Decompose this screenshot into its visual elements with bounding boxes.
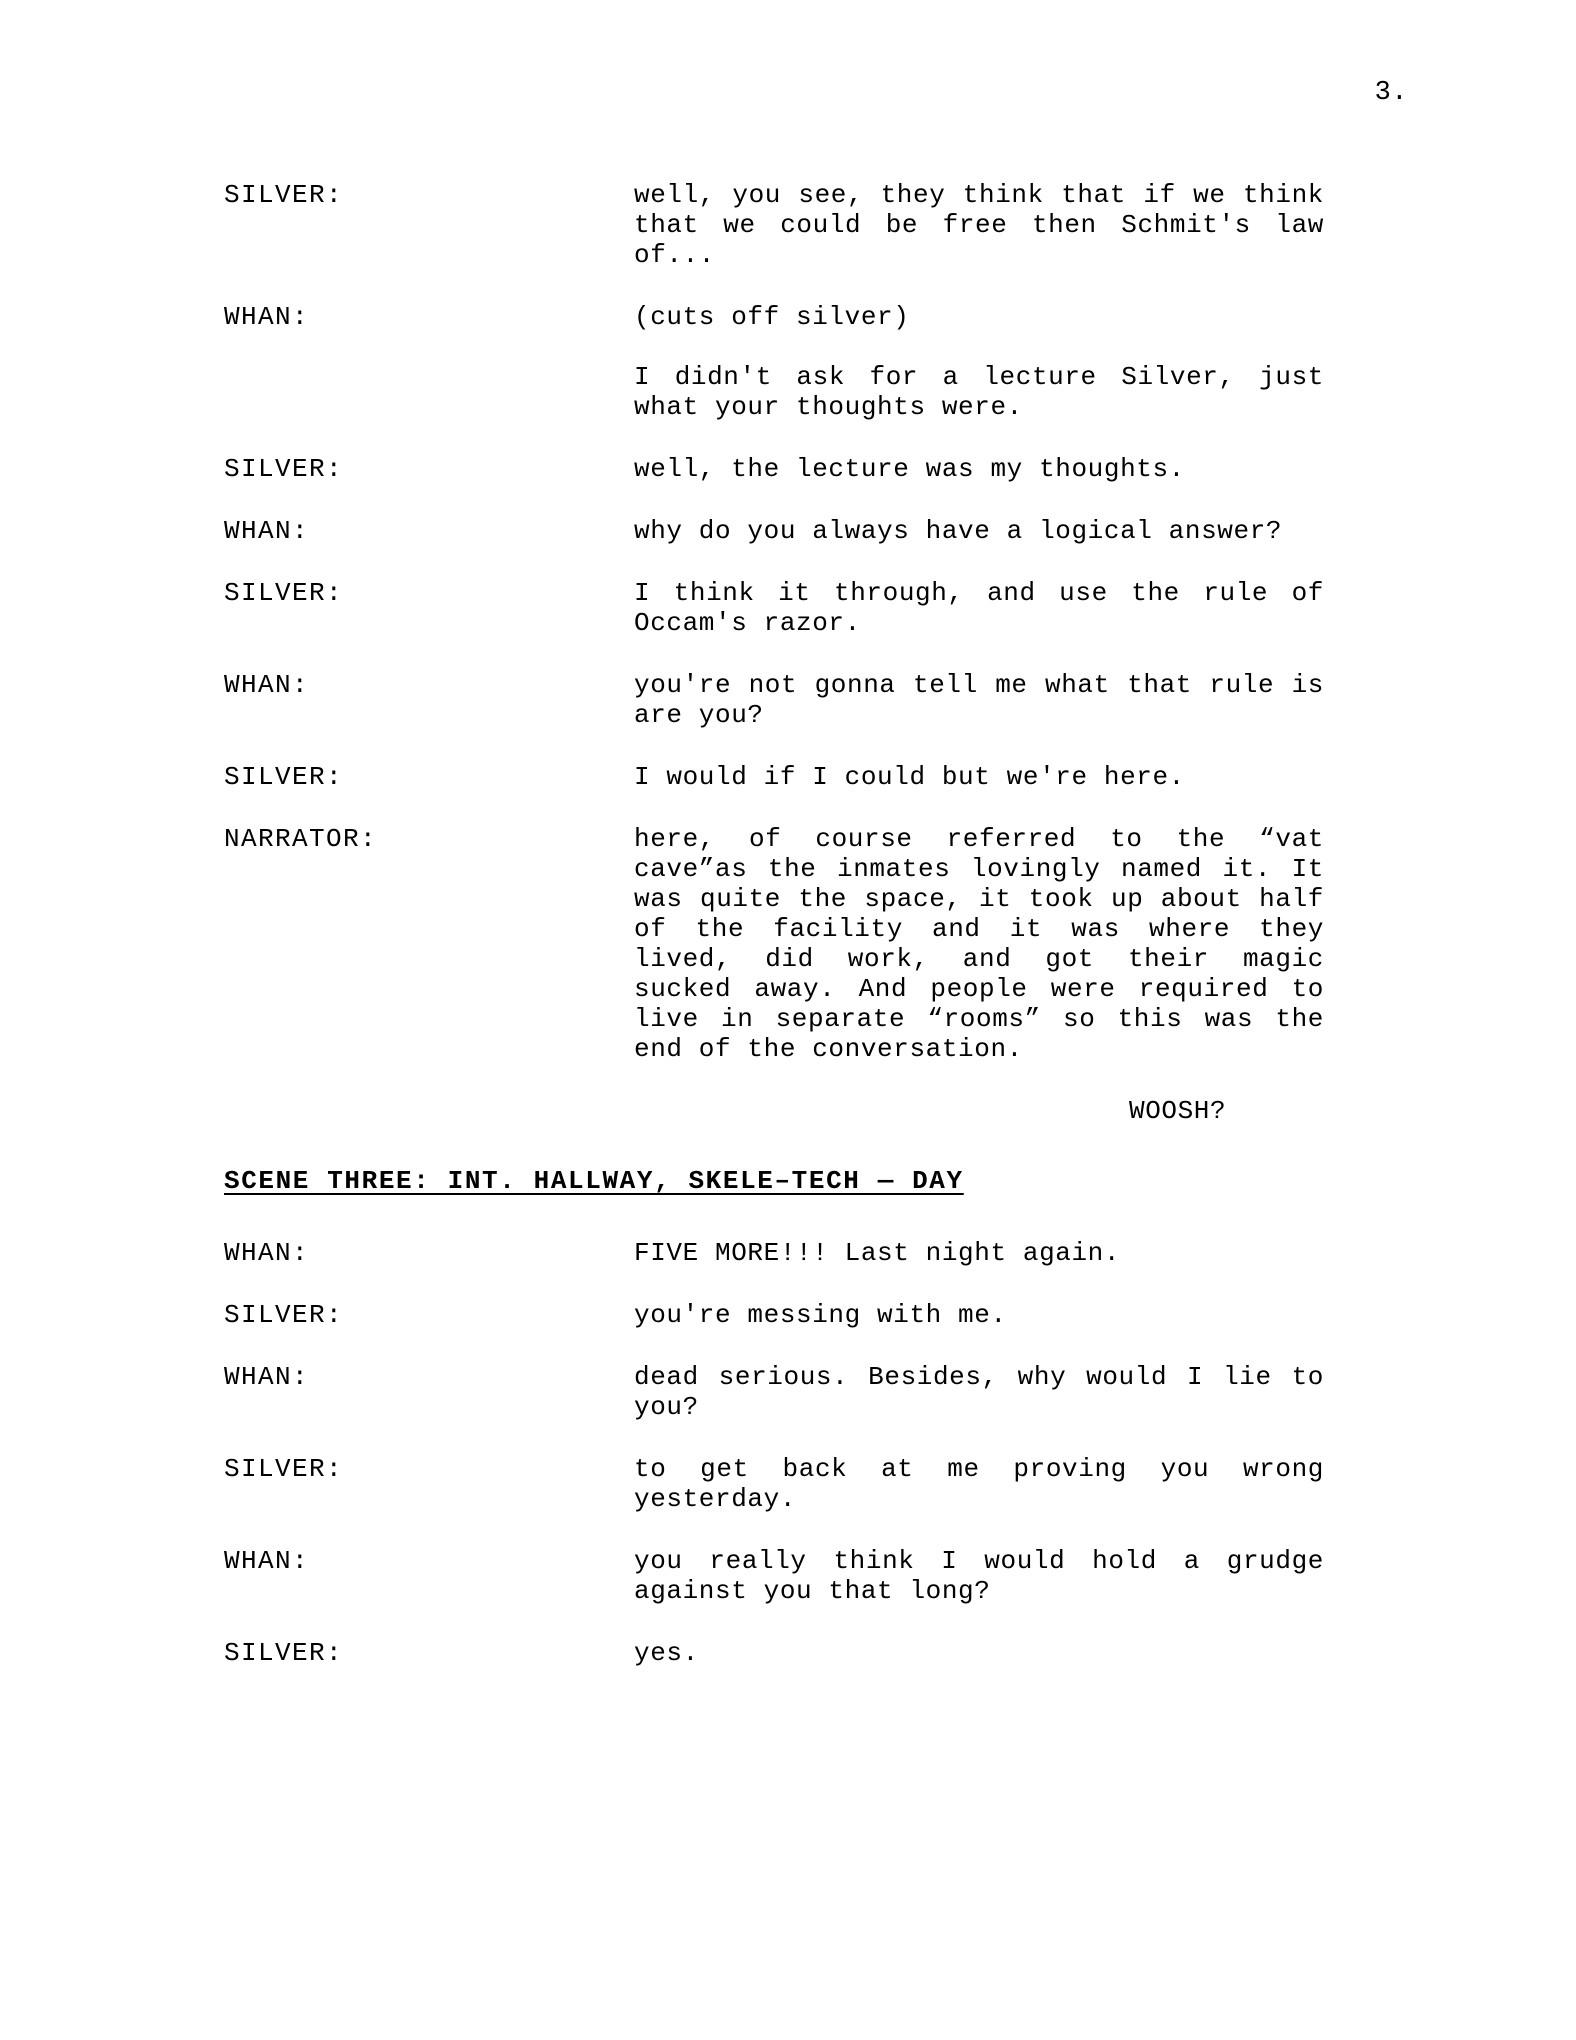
- speaker-name: SILVER:: [224, 1638, 344, 1668]
- dialogue-block: [224, 578, 1344, 638]
- speaker-name: WHAN:: [224, 516, 310, 546]
- speaker-name: WHAN:: [224, 1238, 310, 1268]
- script-body: [224, 180, 1344, 1700]
- speaker-name: WHAN:: [224, 302, 310, 332]
- dialogue-block: [224, 516, 1344, 546]
- dialogue-line: I didn't ask for a lecture Silver, just what your thoughts were.: [634, 362, 1341, 422]
- speaker-name: SILVER:: [224, 180, 344, 210]
- dialogue-block: [224, 824, 1344, 1064]
- speaker-name: NARRATOR:: [224, 824, 378, 854]
- dialogue-block: [224, 454, 1344, 484]
- dialogue-group: [634, 302, 1341, 422]
- dialogue-line: I think it through, and use the rule of Occam's razor.: [634, 578, 1341, 638]
- dialogue-line: FIVE MORE!!! Last night again.: [634, 1238, 1121, 1268]
- dialogue-line: you really think I would hold a grudge against you that long?: [634, 1546, 1341, 1606]
- sound-cue: WOOSH?: [1129, 1096, 1227, 1126]
- dialogue-block: [224, 1546, 1344, 1606]
- dialogue-line: dead serious. Besides, why would I lie to you?: [634, 1362, 1341, 1422]
- speaker-name: WHAN:: [224, 1546, 310, 1576]
- dialogue-block: [224, 670, 1344, 730]
- dialogue-block: [224, 1638, 1344, 1668]
- dialogue-block: [224, 1454, 1344, 1514]
- dialogue-line: to get back at me proving you wrong yesterday.: [634, 1454, 1341, 1514]
- parenthetical: (cuts off silver): [634, 302, 910, 332]
- narration-line: here, of course referred to the “vat cave”as the inmates lovingly named it. It was quite the space, it took up about half of the facility and it was where they lived, did work, and got their magic sucked away. And people were required to live in separate “rooms” so this was the end of the conversation.: [634, 824, 1341, 1064]
- dialogue-block: [224, 1362, 1344, 1422]
- speaker-name: SILVER:: [224, 1454, 344, 1484]
- dialogue-line: you're messing with me.: [634, 1300, 1007, 1330]
- dialogue-block: [224, 762, 1344, 792]
- dialogue-block: [224, 1300, 1344, 1330]
- dialogue-line: well, the lecture was my thoughts.: [634, 454, 1185, 484]
- scene-heading: SCENE THREE: INT. HALLWAY, SKELE–TECH — DAY: [224, 1166, 964, 1196]
- dialogue-block: [224, 180, 1344, 270]
- speaker-name: SILVER:: [224, 578, 344, 608]
- speaker-name: SILVER:: [224, 454, 344, 484]
- speaker-name: WHAN:: [224, 670, 310, 700]
- dialogue-line: well, you see, they think that if we think that we could be free then Schmit's law of...: [634, 180, 1341, 270]
- speaker-name: SILVER:: [224, 1300, 344, 1330]
- dialogue-line: you're not gonna tell me what that rule is are you?: [634, 670, 1341, 730]
- dialogue-line: yes.: [634, 1638, 699, 1668]
- dialogue-line: why do you always have a logical answer?: [634, 516, 1283, 546]
- page-number: 3.: [1374, 78, 1408, 108]
- speaker-name: SILVER:: [224, 762, 344, 792]
- dialogue-block: [224, 302, 1344, 422]
- speaker-name: WHAN:: [224, 1362, 310, 1392]
- dialogue-line: I would if I could but we're here.: [634, 762, 1185, 792]
- dialogue-block: [224, 1238, 1344, 1268]
